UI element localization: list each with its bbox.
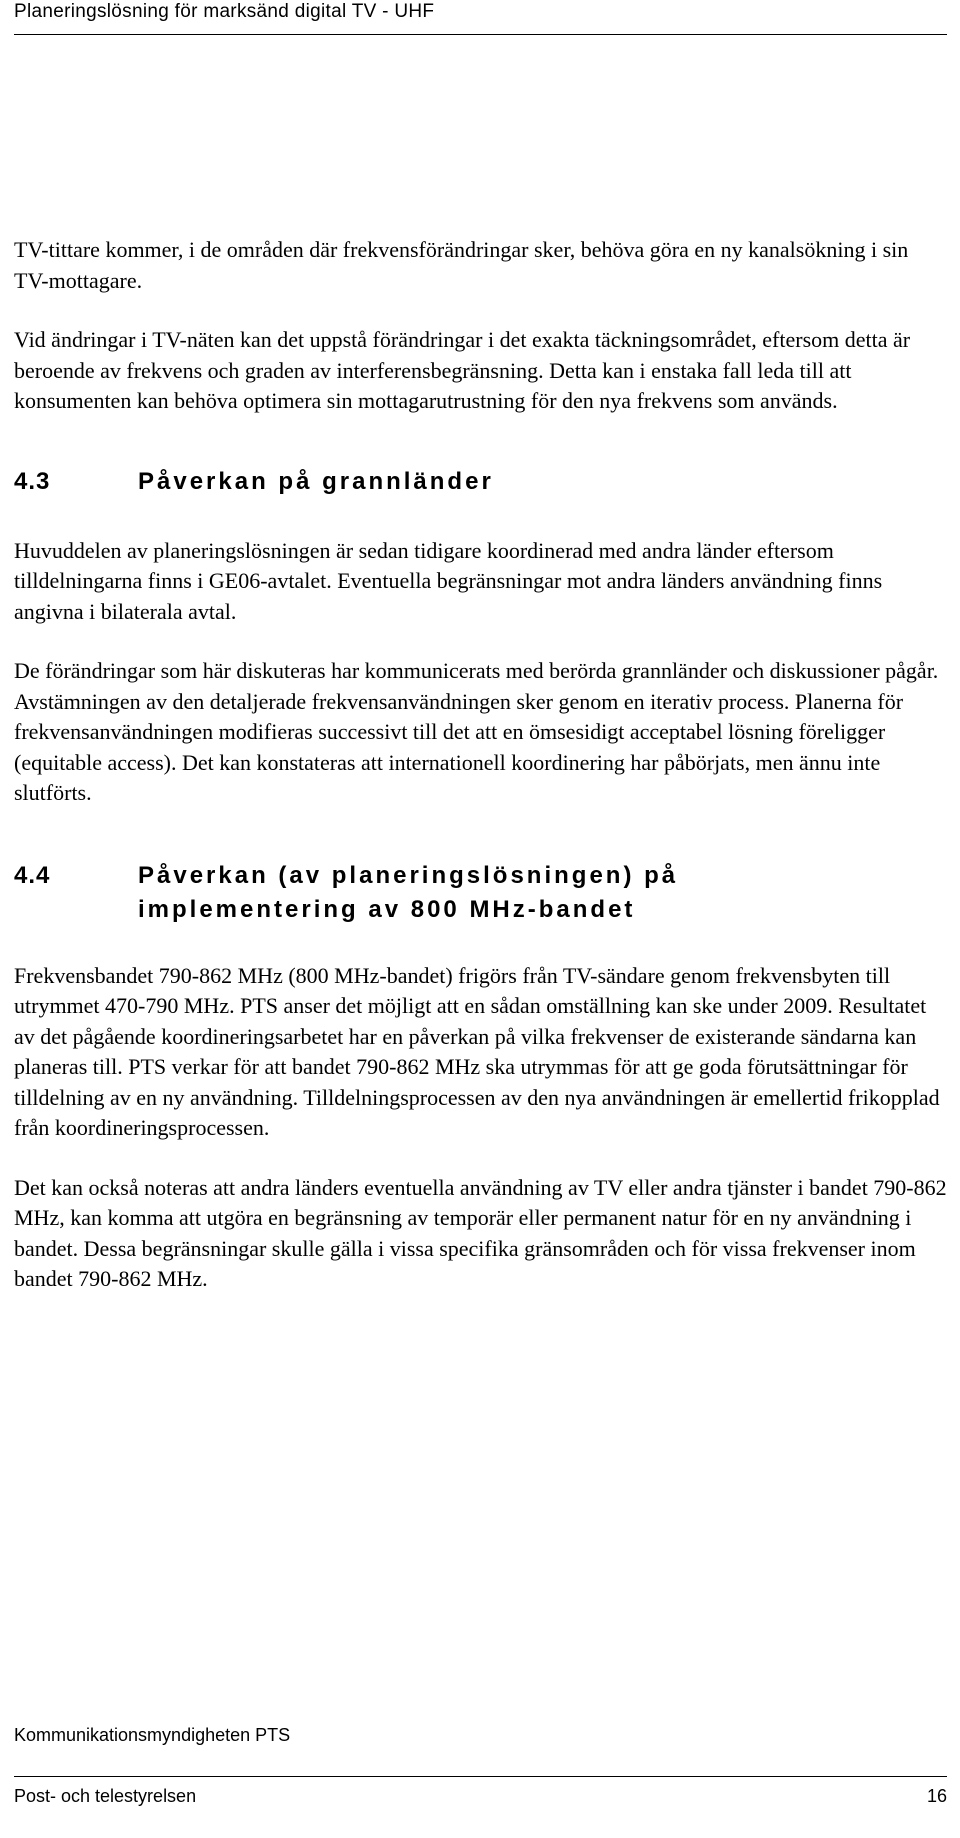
section-number: 4.3 [14,467,51,495]
section-title [138,859,947,927]
document-title: Planeringslösning för marksänd digital TV - UHF [14,1,435,22]
section-title-line: Påverkan (av planeringslösningen) på [138,861,679,889]
page-footer [14,1786,947,1812]
footer-organization: Kommunikationsmyndigheten PTS [14,1725,291,1745]
paragraph-800mhz-bandet: Frekvensbandet 790-862 MHz (800 MHz-bandet) frigörs från TV-sändare genom frekvensbyten till utrymmet 470-790 MHz. PTS anser det möjligt att en sådan omställning kan ske under 2009. Resultatet av det pågående koordineringsarbetet har en påverkan på vilka frekvenser de existerande sändarna kan planeras till. PTS verkar för att bandet 790-862 MHz ska utrymmas för att ge goda förutsättningar för tilldelning av en ny användning. Tilldelningsprocessen av den nya användningen är emellertid frikopplad från koordineringsprocessen. [14,962,940,1140]
page-header [14,0,947,35]
section-heading-4-3 [14,465,947,499]
section-heading-4-4 [14,859,947,927]
footer-agency: Post- och telestyrelsen [14,1786,197,1806]
page-body [14,235,947,1295]
footer-divider [14,1776,947,1777]
section-number: 4.4 [14,861,51,889]
paragraph-kanalsokning: TV-tittare kommer, i de områden där frekvensförändringar sker, behöva göra en ny kanalsökning i sin TV-mottagare. [14,237,909,293]
section-title-line: implementering av 800 MHz-bandet [138,895,636,923]
paragraph-grannlander: De förändringar som här diskuteras har kommunicerats med berörda grannländer och diskussioner pågår. Avstämningen av den detaljerade frekvensanvändningen sker genom en iterativ process. Planerna för frekvensanvändningen modifieras successivt till det att en ömsesidigt acceptabel lösning föreligger (equitable access). Det kan konstateras att internationell koordinering har påbörjats, men ännu inte slutförts. [14,658,939,805]
section-title: Påverkan på grannländer [138,467,494,495]
paragraph-tackningsomrade: Vid ändringar i TV-näten kan det uppstå förändringar i det exakta täckningsområdet, eftersom detta är beroende av frekvens och graden av interferensbegränsning. Detta kan i enstaka fall leda till att konsumenten kan behöva optimera sin mottagarutrustning för den nya frekvens som används. [14,327,911,413]
paragraph-koordinering: Huvuddelen av planeringslösningen är sedan tidigare koordinerad med andra länder eftersom tilldelningarna finns i GE06-avtalet. Eventuella begränsningar mot andra länders användning finns angivna i bilaterala avtal. [14,537,883,624]
page-number: 16 [926,1786,947,1806]
paragraph-andra-lander: Det kan också noteras att andra länders eventuella användning av TV eller andra tjänster i bandet 790-862 MHz, kan komma att utgöra en begränsning av temporär eller permanent natur för en ny användning i bandet. Dessa begränsningar skulle gälla i vissa specifika gränsområden och för vissa frekvenser inom bandet 790-862 MHz. [14,1174,947,1291]
